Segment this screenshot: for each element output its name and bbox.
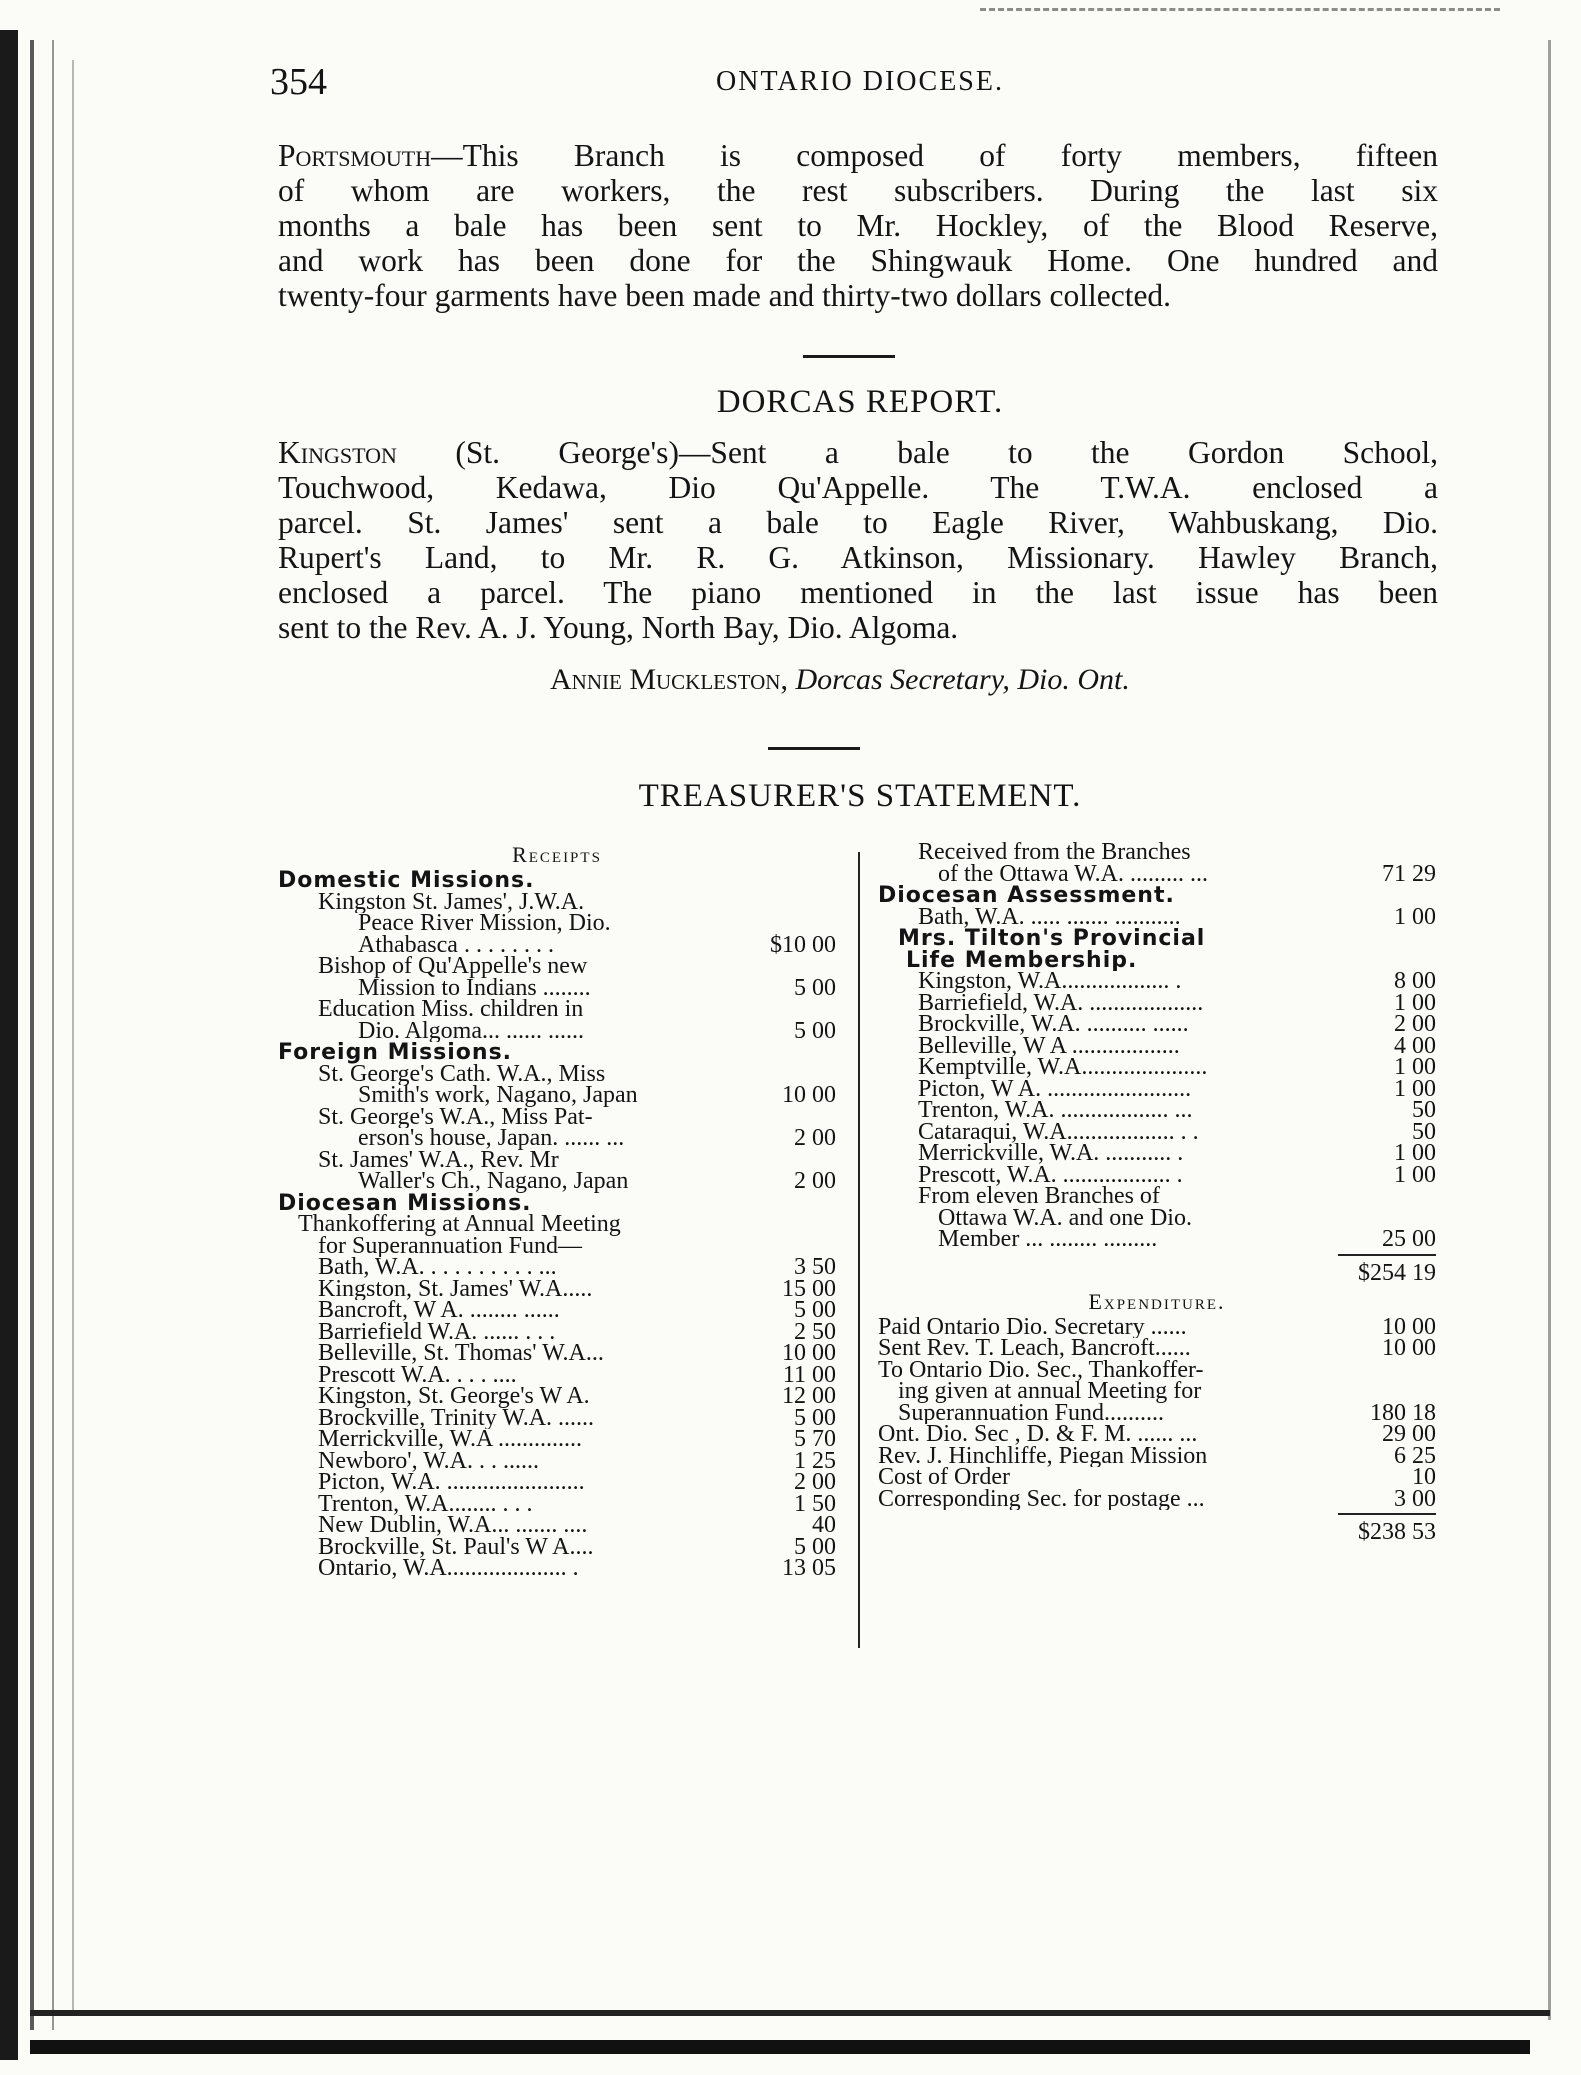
ledger-label: Member ... ........ ......... (938, 1229, 1158, 1251)
ledger-row (878, 1161, 1438, 1188)
signature-title: Dorcas Secretary, Dio. Ont. (795, 663, 1130, 696)
ledger-row (878, 1208, 1438, 1230)
ledger-row (278, 1404, 838, 1431)
ledger-row (278, 1017, 838, 1044)
dorcas-line (278, 610, 1438, 645)
portsmouth-lead: Portsmouth (278, 138, 432, 173)
total-amount: $254 19 (1358, 1259, 1436, 1286)
ledger-label: Ontario, W.A.................... . (318, 1558, 579, 1580)
total-rule (878, 1510, 1438, 1518)
ledger-label: for Superannuation Fund— (318, 1235, 582, 1257)
ledger-label: Sent Rev. T. Leach, Bancroft...... (878, 1338, 1191, 1360)
ledger-label: Trenton, W.A........ . . . (318, 1493, 533, 1515)
ledger-row (878, 1421, 1438, 1447)
total-rule (878, 1251, 1438, 1259)
ledger-label: Superannuation Fund.......... (898, 1402, 1164, 1424)
ledger-row (278, 1469, 838, 1495)
ledger-amount: 1 50 (794, 1490, 836, 1517)
ledger-row (878, 860, 1438, 887)
dorcas-line (278, 540, 1438, 575)
ledger-amount: 71 29 (1382, 860, 1436, 887)
ledger-amount: 3 00 (1394, 1485, 1436, 1512)
dorcas-line (278, 505, 1438, 540)
ledger-row (278, 1168, 838, 1194)
subheading (278, 842, 838, 870)
ledger-amount: 13 05 (782, 1555, 836, 1581)
ledger-row (878, 1054, 1438, 1080)
section-heading (278, 870, 838, 892)
ledger-label: ing given at annual Meeting for (898, 1381, 1202, 1403)
treasurer-heading: TREASURER'S STATEMENT. (638, 778, 1082, 814)
ledger-amount: 1 00 (1394, 903, 1436, 930)
column-divider (858, 852, 860, 1648)
section-rule (768, 747, 860, 750)
ledger-amount: 2 50 (794, 1318, 836, 1345)
scan-edge-left (0, 30, 18, 2060)
ledger-row (278, 1447, 838, 1474)
running-title: ONTARIO DIOCESE. (716, 66, 1004, 97)
scan-edge-line (1548, 40, 1551, 2020)
ledger-amount: 25 00 (1382, 1226, 1436, 1252)
ledger-amount: 40 (812, 1512, 836, 1538)
ledger-label: Belleville, St. Thomas' W.A... (318, 1343, 604, 1365)
ledger-label: Paid Ontario Dio. Secretary ...... (878, 1316, 1187, 1338)
ledger-amount: 3 50 (794, 1254, 836, 1280)
subheading-text: Expenditure. (1088, 1288, 1226, 1314)
ledger-amount: 5 00 (794, 1533, 836, 1560)
ledger-label: Bath, W.A. ..... ....... ........... (918, 906, 1181, 928)
subheading (878, 1289, 1438, 1317)
ledger-row (878, 842, 1438, 864)
portsmouth-text: months a bale has been sent to Mr. Hockley, of the Blood Reserve, (278, 208, 1438, 243)
ledger-row (878, 1226, 1438, 1252)
ledger-row (878, 1485, 1438, 1512)
ledger-amount: 5 00 (794, 974, 836, 1001)
ledger-amount: 5 00 (794, 1017, 836, 1044)
total-amount: $238 53 (1358, 1519, 1436, 1545)
ledger-amount: $10 00 (770, 931, 836, 958)
ledger-label: Bishop of Qu'Appelle's new (318, 956, 588, 978)
ledger-label: Brockville, St. Paul's W A.... (318, 1536, 594, 1558)
total-rule-line (1338, 1254, 1436, 1256)
ledger-amount: 4 00 (1394, 1032, 1436, 1059)
ledger-row (878, 968, 1438, 994)
portsmouth-line (278, 208, 1438, 243)
ledger-row (878, 1075, 1438, 1102)
ledger-row (278, 1107, 838, 1129)
ledger-label: Bath, W.A. . . . . . . . . . ... (318, 1257, 557, 1279)
ledger-label: Kingston, St. George's W A. (318, 1386, 590, 1408)
ledger-label: To Ontario Dio. Sec., Thankoffer- (878, 1359, 1204, 1381)
ledger-amount: 10 00 (1382, 1335, 1436, 1361)
ledger-row (878, 989, 1438, 1016)
portsmouth-line (278, 173, 1438, 208)
ledger-row (878, 1313, 1438, 1340)
ledger-label: From eleven Branches of (918, 1186, 1160, 1208)
ledger-label: Bancroft, W A. ........ ...... (318, 1300, 560, 1322)
ledger-amount: 1 00 (1394, 1054, 1436, 1080)
ledger-row (278, 913, 838, 935)
section-heading-text: Domestic Missions. (278, 870, 535, 892)
ledger-row (278, 931, 838, 958)
ledger-label: Cost of Order (878, 1467, 1010, 1489)
section-heading (278, 1193, 838, 1215)
ledger-amount: 6 25 (1394, 1442, 1436, 1469)
ledger-amount: 29 00 (1382, 1421, 1436, 1447)
scan-artifact (980, 8, 1500, 14)
ledger-label: St. George's W.A., Miss Pat- (318, 1106, 593, 1128)
ledger-row (278, 1150, 838, 1172)
ledger-amount: 2 00 (794, 1469, 836, 1495)
portsmouth-line (278, 243, 1438, 278)
ledger-amount: 10 00 (1382, 1313, 1436, 1340)
ledger-label: Brockville, W.A. .......... ...... (918, 1014, 1189, 1036)
total-rule-line (1338, 1513, 1436, 1515)
ledger-row (278, 1318, 838, 1345)
ledger-row (278, 999, 838, 1021)
ledger-row (278, 1297, 838, 1323)
scan-edge-line (30, 40, 34, 2030)
ledger-label: New Dublin, W.A... ....... .... (318, 1515, 588, 1537)
ledger-row (878, 1464, 1438, 1490)
portsmouth-text: of whom are workers, the rest subscribers. During the last six (278, 173, 1438, 208)
ledger-label: Education Miss. children in (318, 999, 584, 1021)
subheading-text: Receipts (512, 842, 602, 867)
ledger-amount: 50 (1412, 1118, 1436, 1145)
ledger-row (278, 1254, 838, 1280)
ledger-row (278, 956, 838, 978)
ledger-amount: 5 70 (794, 1426, 836, 1452)
ledger-row (278, 892, 838, 914)
ledger-label: Thankoffering at Annual Meeting (298, 1214, 621, 1236)
ledger-amount: 10 00 (782, 1082, 836, 1108)
ledger-amount: 180 18 (1370, 1399, 1436, 1426)
ledger-label: Mission to Indians ........ (358, 977, 591, 999)
dorcas-text: parcel. St. James' sent a bale to Eagle River, Wahbuskang, Dio. (278, 505, 1438, 540)
ledger-label: Newboro', W.A. . . ...... (318, 1450, 539, 1472)
ledger-label: Peace River Mission, Dio. (358, 913, 611, 935)
portsmouth-line (278, 278, 1438, 313)
ledger-amount: 2 00 (794, 1168, 836, 1194)
signature-name: Annie Muckleston, (550, 663, 788, 696)
ledger-label: Merrickville, W.A .............. (318, 1429, 582, 1451)
ledger-row (878, 1032, 1438, 1059)
dorcas-text: Touchwood, Kedawa, Dio Qu'Appelle. The T.W.A. enclosed a (278, 470, 1438, 505)
ledger-row (878, 1442, 1438, 1469)
ledger-row (878, 903, 1438, 930)
receipts-expenditure-column (878, 842, 1438, 1548)
portsmouth-paragraph (278, 138, 1438, 313)
ledger-row (278, 1383, 838, 1409)
ledger-row (878, 1118, 1438, 1145)
ledger-row (278, 1555, 838, 1581)
dorcas-text: Rupert's Land, to Mr. R. G. Atkinson, Missionary. Hawley Branch, (278, 540, 1438, 575)
ledger-amount: 2 00 (794, 1125, 836, 1151)
ledger-label: Barriefield, W.A. ................... (918, 992, 1204, 1014)
ledger-row (278, 1361, 838, 1388)
portsmouth-line (278, 138, 1438, 173)
ledger-row (878, 1360, 1438, 1382)
ledger-label: Merrickville, W.A. ........... . (918, 1143, 1184, 1165)
ledger-label: Corresponding Sec. for postage ... (878, 1488, 1205, 1510)
ledger-label: Kingston, W.A.................. . (918, 971, 1182, 993)
ledger-label: Athabasca . . . . . . . . (358, 934, 554, 956)
section-heading-text: Mrs. Tilton's Provincial (898, 928, 1206, 950)
section-heading-text: Foreign Missions. (278, 1042, 513, 1064)
ledger-row (878, 1140, 1438, 1166)
ledger-label: Dio. Algoma... ...... ...... (358, 1020, 584, 1042)
section-heading-text: Diocesan Assessment. (878, 885, 1175, 907)
ledger-label: Ont. Dio. Sec , D. & F. M. ...... ... (878, 1424, 1198, 1446)
ledger-label: erson's house, Japan. ...... ... (358, 1128, 625, 1150)
ledger-label: Picton, W A. ........................ (918, 1078, 1192, 1100)
scan-edge-bottom (30, 2040, 1530, 2054)
dorcas-line (278, 575, 1438, 610)
ledger-label: Waller's Ch., Nagano, Japan (358, 1171, 629, 1193)
ledger-amount: 1 00 (1394, 1161, 1436, 1188)
total-row (878, 1259, 1438, 1289)
ledger-label: Kemptville, W.A..................... (918, 1057, 1208, 1079)
section-heading (878, 885, 1438, 907)
ledger-label: Kingston St. James', J.W.A. (318, 891, 585, 913)
ledger-label: Rev. J. Hinchliffe, Piegan Mission (878, 1445, 1208, 1467)
section-heading (878, 950, 1438, 972)
portsmouth-text: —This Branch is composed of forty members, fifteen (431, 138, 1438, 173)
ledger-label: Received from the Branches (918, 842, 1191, 864)
dorcas-lead: Kingston (278, 435, 397, 470)
ledger-label: Ottawa W.A. and one Dio. (938, 1207, 1192, 1229)
ledger-amount: 12 00 (782, 1383, 836, 1409)
ledger-label: Brockville, Trinity W.A. ...... (318, 1407, 595, 1429)
ledger-row (278, 1533, 838, 1560)
dorcas-text: enclosed a parcel. The piano mentioned in the last issue has been (278, 575, 1438, 610)
ledger-label: of the Ottawa W.A. ......... ... (938, 863, 1208, 885)
dorcas-paragraph (278, 435, 1438, 645)
ledger-amount: 10 00 (782, 1340, 836, 1366)
ledger-label: Picton, W.A. ....................... (318, 1472, 585, 1494)
ledger-row (278, 1236, 838, 1258)
section-rule (803, 355, 895, 358)
ledger-row (278, 1512, 838, 1538)
ledger-amount: 11 00 (782, 1361, 836, 1388)
dorcas-line (278, 435, 1438, 470)
ledger-amount: 1 25 (794, 1447, 836, 1474)
ledger-amount: 2 00 (1394, 1011, 1436, 1037)
scan-edge-line (72, 60, 74, 2010)
ledger-row (878, 1097, 1438, 1123)
ledger-row (878, 1335, 1438, 1361)
ledger-row (878, 1186, 1438, 1208)
portsmouth-text: and work has been done for the Shingwauk Home. One hundred and (278, 243, 1438, 278)
ledger-amount: 8 00 (1394, 968, 1436, 994)
ledger-amount: 10 (1412, 1464, 1436, 1490)
ledger-row (278, 1490, 838, 1517)
ledger-label: St. James' W.A., Rev. Mr (318, 1149, 559, 1171)
ledger-row (278, 1340, 838, 1366)
ledger-amount: 1 00 (1394, 1075, 1436, 1102)
ledger-label: St. George's Cath. W.A., Miss (318, 1063, 606, 1085)
ledger-row (878, 1011, 1438, 1037)
ledger-row (878, 1381, 1438, 1403)
ledger-label: Smith's work, Nagano, Japan (358, 1085, 638, 1107)
section-heading (878, 928, 1438, 950)
page-number: 354 (270, 61, 327, 103)
receipts-column (278, 842, 838, 1580)
ledger-label: Belleville, W A .................. (918, 1035, 1180, 1057)
portsmouth-text: twenty-four garments have been made and thirty-two dollars collected. (278, 278, 1172, 313)
section-heading-text: Diocesan Missions. (278, 1192, 532, 1214)
section-heading-text: Life Membership. (906, 949, 1138, 971)
ledger-label: Kingston, St. James' W.A..... (318, 1278, 593, 1300)
ledger-amount: 50 (1412, 1097, 1436, 1123)
ledger-label: Prescott, W.A. .................. . (918, 1164, 1183, 1186)
ledger-row (278, 1064, 838, 1086)
dorcas-heading: DORCAS REPORT. (716, 384, 1004, 420)
section-heading (278, 1042, 838, 1064)
ledger-label: Barriefield W.A. ...... . . . (318, 1321, 556, 1343)
ledger-row (278, 1214, 838, 1236)
page-header (270, 60, 1450, 110)
ledger-row (878, 1399, 1438, 1426)
ledger-row (278, 1275, 838, 1302)
scan-edge-bottom (30, 2010, 1550, 2016)
ledger-amount: 5 00 (794, 1297, 836, 1323)
ledger-amount: 1 00 (1394, 1140, 1436, 1166)
ledger-label: Cataraqui, W.A.................. . . (918, 1121, 1199, 1143)
dorcas-text: sent to the Rev. A. J. Young, North Bay, Dio. Algoma. (278, 610, 959, 645)
ledger-amount: 1 00 (1394, 989, 1436, 1016)
ledger-row (278, 1125, 838, 1151)
ledger-row (278, 974, 838, 1001)
dorcas-line (278, 470, 1438, 505)
scan-edge-line (52, 40, 54, 2030)
dorcas-signature (550, 663, 1130, 697)
ledger-label: Trenton, W.A. .................. ... (918, 1100, 1193, 1122)
ledger-amount: 5 00 (794, 1404, 836, 1431)
ledger-row (278, 1426, 838, 1452)
ledger-row (278, 1082, 838, 1108)
total-row (878, 1518, 1438, 1548)
ledger-amount: 15 00 (782, 1275, 836, 1302)
ledger-label: Prescott W.A. . . . .... (318, 1364, 517, 1386)
dorcas-text: (St. George's)—Sent a bale to the Gordon School, (396, 435, 1438, 470)
